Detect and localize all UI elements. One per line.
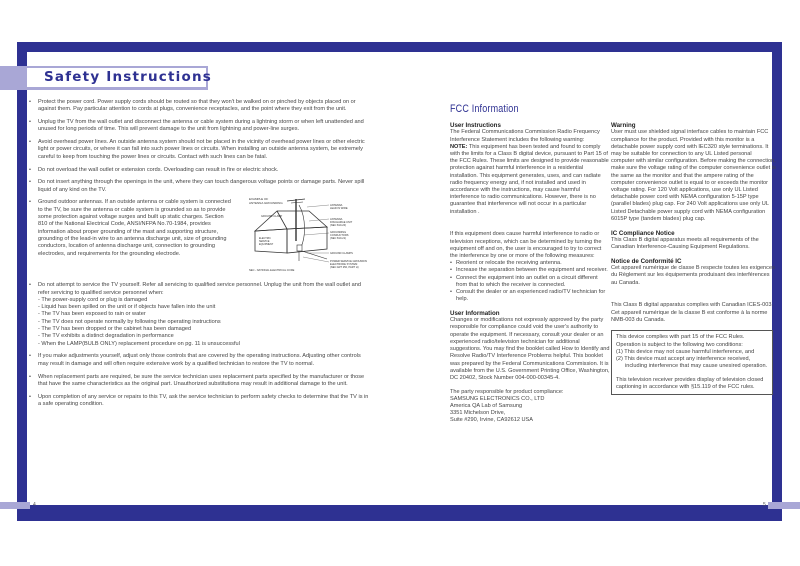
safety-bullet-overload: • Do not overload the wall outlet or extension cords. Overloading can result in fire or electric shock. [29, 167, 369, 174]
service-condition: - When the LAMP(BULB ONLY) replacement procedure on pg. 11 is unsuccessful [38, 341, 369, 348]
safety-bullet-openings: • Do not insert anything through the openings in the unit, where they can touch dangerous voltage points or damage parts. Never spill liquid of any kind on the TV. [29, 179, 369, 194]
svg-text:SERVICE: SERVICE [259, 240, 270, 244]
part15-condition: (1) This device may not cause harmful interference, and [616, 348, 755, 355]
svg-text:GROUND CLAMPS: GROUND CLAMPS [330, 252, 353, 256]
svg-text:CONDUCTORS: CONDUCTORS [330, 234, 349, 238]
service-condition: - The TV has been dropped or the cabinet has been damaged [38, 326, 369, 333]
safety-bullet-replacement-parts: • When replacement parts are required, be sure the service technician uses replacement parts specified by the manufacturer or those that have the same characteristics as the original part. Unauthorized substitutions may result in additional damage to the unit. [29, 374, 369, 389]
page-number-left: 4 [33, 502, 36, 508]
measure-item: • Consult the dealer or an experienced radio/TV technician for help. [450, 289, 610, 303]
user-information-heading: User Information [450, 309, 500, 317]
svg-text:ANTENNA: ANTENNA [330, 204, 343, 208]
safety-bullet-power-lines: • Avoid overhead power lines. An outside antenna system should not be placed in the vicinity of overhead power lines or other electric light or power circuits, or where it can fall into such power lines or circuits. When installing an outside antenna system, be extremely careful to keep from touching the power lines or circuits. Contact with such lines can be fatal. [29, 139, 369, 161]
ic-compliance-fr-heading: Notice de Conformité IC [611, 257, 682, 265]
svg-text:DISCHARGE UNIT: DISCHARGE UNIT [330, 221, 353, 225]
safety-bullet-power-cord: • Protect the power cord. Power supply cords should be routed so that they won't be walked on or pinched by objects placed on or against them. Pay particular attention to cords at plugs, convenience receptacles, and the point where they exit from the unit. [29, 99, 369, 114]
svg-text:POWER SERVICE GROUNDING: POWER SERVICE GROUNDING [330, 260, 367, 264]
service-condition: - The power-supply cord or plug is damaged [38, 297, 369, 304]
measures-list [450, 260, 610, 303]
svg-text:(NEC 810-21): (NEC 810-21) [330, 237, 347, 241]
part15-conditions [616, 349, 768, 371]
part15-intro: This device complies with part 15 of the FCC Rules. Operation is subject to the following two conditions: [616, 334, 745, 348]
svg-text:ELECTRIC: ELECTRIC [259, 237, 271, 241]
svg-text:(NEC ART 250, PART H): (NEC ART 250, PART H) [330, 266, 359, 270]
user-instructions-heading: User Instructions [450, 122, 501, 129]
svg-text:ANTENNA GROUNDING: ANTENNA GROUNDING [249, 201, 283, 206]
fcc-title: FCC Information [450, 103, 519, 115]
safety-instructions-list [29, 99, 369, 414]
svg-text:LEAD IN WIRE: LEAD IN WIRE [330, 207, 348, 211]
safety-bullet-unplug: • Unplug the TV from the wall outlet and disconnect the antenna or cable system during a lightning storm or when left unattended and unused for long periods of time. This will prevent damage to the unit from lightning and power-line surges. [29, 119, 369, 134]
safety-bullet-adjustments: • If you make adjustments yourself, adjust only those controls that are covered by the operating instructions. Adjusting other controls may result in damage and will often require extensive work by a qualified technician to restore the TV to normal. [29, 353, 369, 368]
note-label: NOTE: [450, 143, 468, 150]
ices-statement: This Class B digital apparatus complies with Canadian ICES-003. Cet appareil numérique de la classe B est conforme à la norme NMB-003 du Canada. [611, 302, 773, 323]
part15-compliance-box [611, 330, 773, 394]
page-tab-right-inner [768, 502, 772, 509]
warning-heading: Warning [611, 122, 636, 129]
fcc-column-1 [450, 122, 610, 425]
ic-compliance-heading: IC Compliance Notice [611, 229, 675, 237]
svg-text:GROUNDING: GROUNDING [330, 231, 347, 235]
measure-item: • Reorient or relocate the receiving antenna. [450, 260, 610, 267]
service-condition: - The TV exhibits a distinct degradation in performance [38, 333, 369, 340]
svg-text:ELECTRODE SYSTEM: ELECTRODE SYSTEM [330, 263, 358, 267]
page-number-right: 5 [763, 502, 766, 508]
closed-caption-statement: This television receiver provides display of television closed captioning in accordance with §15.119 of the FCC rules. [616, 376, 764, 390]
ic-compliance-text: This Class B digital apparatus meets all requirements of the Canadian Interference-Causing Equipment Regulations. [611, 236, 759, 251]
svg-text:EQUIPMENT: EQUIPMENT [259, 243, 274, 247]
ic-compliance-fr-text: Cet appareil numérique de classe B respecte toutes les exigences du Règlement sur les équipements produisant des interférences au Canada. [611, 265, 775, 286]
service-conditions-list [38, 297, 369, 348]
user-information-text: Changes or modifications not expressly approved by the party responsible for compliance could void the user's authority to operate the equipment. If necessary, consult your dealer or an experienced radio/television technician for additional suggestions. You may find the booklet called How to Identify and Resolve Radio/TV Interference Problems helpful. This booklet was prepared by the Federal Communications Commission. It is available from the U.S. Government Printing Office, Washington, DC 20402, Stock Number 004-000-00345-4. [450, 317, 610, 381]
svg-text:ANTENNA: ANTENNA [330, 218, 343, 222]
safety-bullet-grounding [29, 199, 369, 276]
grounding-text: • Ground outdoor antennas. If an outside antenna or cable system is connected to the TV, be sure the antenna or cable system is grounded so as to provide some protection against voltage surges and built up static charges. Section 810 of the National Electrical Code, ANSI/NFPA No.70-1984, provides information about proper grounding of the mast and supporting structure, grounding of the lead-in wire to an antenna discharge unit, size of grounding conductors, location of antenna discharge unit, connection to grounding electrodes, and requirements for the grounding electrode. [38, 199, 231, 257]
fcc-column-2 [611, 122, 776, 395]
part15-condition: (2) This device must accept any interference received, including interference that may cause unesired operation. [616, 356, 768, 370]
service-condition: - The TV does not operate normally by following the operating instructions [38, 319, 369, 326]
user-instructions-text: The Federal Communications Commission Radio Frequency Interference Statement includes the following warning: NOTE: This equipment has been tested and found to comply with the limits for a Class B digital device, pursuant to Part 15 of the FCC Rules. These limits are designed to provide reasonable protection against harmful interference in a residential installation. This equipment generates, uses, and can radiate radio frequency energy and, if not installed and used in accordance with the instructions, may cause harmful interference to radio communications. However, there is no guarantee that interference will not occur in a particular installation . [450, 129, 609, 215]
service-condition: - Liquid has been spilled on the unit or if objects have fallen into the unit [38, 304, 369, 311]
service-condition: - The TV has been exposed to rain or water [38, 311, 369, 318]
page-tab-right [772, 502, 800, 509]
measure-item: • Increase the separation between the equipment and receiver. [450, 267, 610, 274]
measures-intro: If this equipment does cause harmful interference to radio or television receptions, which can be determined by turning the equipment off and on, the user is encouraged to try to correct the interference by one or more of the following measures: [450, 231, 602, 259]
measure-item: • Connect the equipment into an outlet on a circuit different from that to which the receiver is connected. [450, 275, 610, 289]
page-title: Safety Instructions [44, 69, 213, 85]
safety-bullet-service [29, 282, 369, 348]
warning-text: User must use shielded signal interface cables to maintain FCC compliance for the product. Provided with this monitor is a detachable power supply cord with IEC320 style terminations. It may be suitable for connection to any UL Listed personal computer with similar configuration. Before making the connection, make sure the voltage rating of the computer convenience outlet is the same as the monitor and that the ampere rating of the computer convenience outlet is equal to or exceeds the monitor voltage rating. For 120 Volt applications, use only UL Listed detachable power cord with NEMA configuration 5-15P type (parallel blades) plug cap. For 240 Volt applications use only UL Listed Detachable power supply cord with NEMA configuration 6015P type (tandem blades) plug cap. [611, 129, 776, 222]
svg-text:EXAMPLE OF: EXAMPLE OF [249, 197, 269, 202]
svg-text:(NEC 810-20): (NEC 810-20) [330, 224, 347, 228]
page-tab-left [0, 502, 26, 509]
responsible-party: The party responsible for product compliance: SAMSUNG ELECTRONICS CO., LTD America QA Lab of Samsung 3351 Michelson Drive, Suite #290, Irvine, CA92612 USA [450, 388, 564, 424]
antenna-grounding-diagram [247, 195, 367, 276]
safety-bullet-safety-checks: • Upon completion of any service or repairs to this TV, ask the service technician to perform safety checks to determine that the TV is in a safe operating condition. [29, 394, 369, 409]
page-tab-left-inner [26, 502, 30, 509]
svg-text:NEC - NATIONAL ELECTRICAL CODE: NEC - NATIONAL ELECTRICAL CODE [249, 269, 295, 273]
svg-text:GROUND CLAMP: GROUND CLAMP [261, 215, 283, 219]
service-intro: Do not attempt to service the TV yourself. Refer all servicing to qualified service personnel. Unplug the unit from the wall outlet and refer servicing to qualified service personnel when: [38, 282, 361, 296]
